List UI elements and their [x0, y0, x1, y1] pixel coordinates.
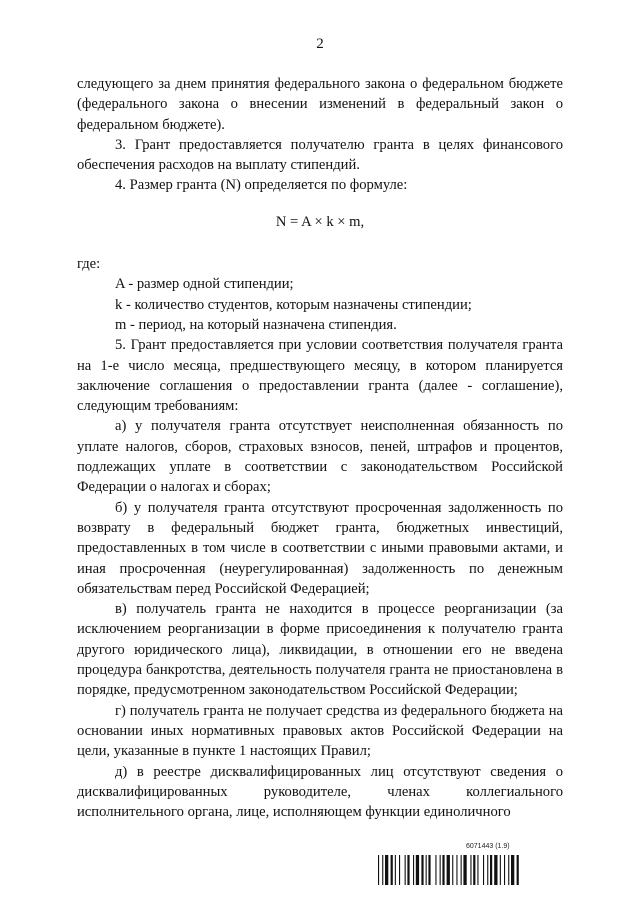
page-number: 2 — [316, 36, 324, 52]
definition-m: m - период, на который назначена стипендия. — [115, 316, 397, 333]
where-label: где: — [77, 256, 101, 273]
document-barcode — [378, 843, 564, 887]
paragraph-5d: д) в реестре дисквалифицированных лиц отсутствуют сведения о дисквалифицированных руководителе, членах коллегиального исполнительного органа, лице, исполняющем функции единоличного — [77, 763, 563, 821]
paragraph-3: 3. Грант предоставляется получателю гранта в целях финансового обеспечения расходов на выплату стипендий. — [77, 136, 563, 174]
barcode-icon — [378, 855, 564, 885]
paragraph-continuation: следующего за днем принятия федерального закона о федеральном бюджете (федерального закона о внесении изменений в федеральный закон о федеральном бюджете). — [77, 76, 563, 133]
paragraph-5b: б) у получателя гранта отсутствуют просроченная задолженность по возврату в федеральный бюджет гранта, бюджетных инвестиций, предоставленных в том числе в соответствии с иными правовыми актами, и иная просроченная (неурегулированная) задолженность по денежным обязательствам перед Российской Федерацией; — [77, 499, 563, 597]
paragraph-5v: в) получатель гранта не находится в процессе реорганизации (за исключением реорганизации в форме присоединения к получателю гранта другого юридического лица), ликвидации, в отношении его не введена процедура банкротства, деятельность получателя гранта не приостановлена в порядке, предусмотренном законодательством Российской Федерации; — [77, 601, 563, 699]
paragraph-5: 5. Грант предоставляется при условии соответствия получателя гранта на 1-е число месяца, предшествующего месяцу, в котором планируется заключение соглашения о предоставлении гранта (далее - соглашение), следующим требованиям: — [77, 337, 563, 415]
document-body — [77, 74, 563, 822]
formula: N = A × k × m, — [275, 213, 365, 230]
barcode-label: 6071443 (1.9) — [466, 843, 510, 850]
paragraph-4: 4. Размер гранта (N) определяется по формуле: — [115, 177, 408, 194]
paragraph-5g: г) получатель гранта не получает средства из федерального бюджета на основании иных нормативных правовых актов Российской Федерации на цели, указанные в пункте 1 настоящих Правил; — [77, 702, 563, 760]
definition-k: k - количество студентов, которым назначены стипендии; — [115, 296, 472, 313]
paragraph-5a: а) у получателя гранта отсутствует неисполненная обязанность по уплате налогов, сборов, страховых взносов, пеней, штрафов и процентов, подлежащих уплате в соответствии с законодательством Российской Федерации о налогах и сборах; — [77, 418, 563, 496]
definition-a: A - размер одной стипендии; — [115, 276, 294, 293]
